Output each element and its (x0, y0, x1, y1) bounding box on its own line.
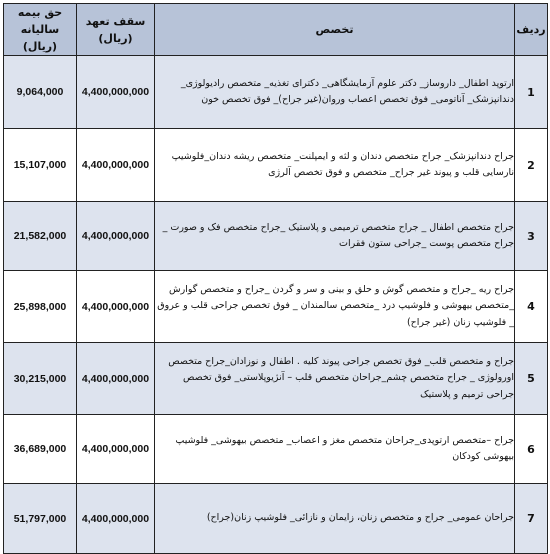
row-index: 2 (515, 129, 548, 202)
table-row (4, 202, 548, 271)
table-row (4, 415, 548, 484)
header-premium-title: حق بیمه سالیانه (17, 6, 63, 36)
table-row (4, 343, 548, 415)
row-annual-premium: 36,689,000 (4, 415, 77, 484)
row-index: 4 (515, 271, 548, 343)
row-annual-premium: 30,215,000 (4, 343, 77, 415)
row-specialty: جراح ریه _جراح و متخصص گوش و حلق و بینی و سر و گردن _جراح و متخصص گوارش _متخصص بیهوشی و فلوشیپ درد _متخصص سالمندان _ فوق تخصص جراحی قلب و عروق _ فلوشیپ زنان (غیر جراح) (155, 271, 515, 343)
row-coverage-cap: 4,400,000,000 (77, 484, 155, 554)
row-coverage-cap: 4,400,000,000 (77, 202, 155, 271)
row-index: 5 (515, 343, 548, 415)
row-coverage-cap: 4,400,000,000 (77, 56, 155, 129)
row-index: 6 (515, 415, 548, 484)
header-coverage-cap (77, 4, 155, 56)
row-specialty: جراح –متخصص ارتوپدی_جراحان متخصص مغز و اعصاب_ متخصص بیهوشی_ فلوشیپ بیهوشی کودکان (155, 415, 515, 484)
row-index: 1 (515, 56, 548, 129)
row-annual-premium: 25,898,000 (4, 271, 77, 343)
row-annual-premium: 15,107,000 (4, 129, 77, 202)
row-annual-premium: 21,582,000 (4, 202, 77, 271)
row-coverage-cap: 4,400,000,000 (77, 343, 155, 415)
table-row (4, 56, 548, 129)
header-cap-title: سقف تعهد (85, 14, 146, 28)
table-row (4, 484, 548, 554)
header-specialty: تخصص (155, 4, 515, 56)
header-row-no: ردیف (515, 4, 548, 56)
row-coverage-cap: 4,400,000,000 (77, 129, 155, 202)
row-specialty: جراح دندانپزشک_ جراح متخصص دندان و لثه و ایمپلنت_ متخصص ریشه دندان_فلوشیپ نارسایی قلب و پیوند غیر جراح_ متخصص و فوق تخصص آلرژی (155, 129, 515, 202)
table-row (4, 271, 548, 343)
row-coverage-cap: 4,400,000,000 (77, 415, 155, 484)
table-row (4, 129, 548, 202)
row-specialty: ارتوپد اطفال_ داروساز_ دکتر علوم آزمایشگاهی_ دکترای تغذیه_ متخصص رادیولوژی_ دندانپزشک_ آناتومی_ فوق تخصص اعصاب وروان(غیر جراح)_ فوق تخصص خون (155, 56, 515, 129)
header-annual-premium (4, 4, 77, 56)
row-index: 7 (515, 484, 548, 554)
row-specialty: جراحان عمومی_ جراح و متخصص زنان، زایمان و نازائی_ فلوشیپ زنان(جراح) (155, 484, 515, 554)
row-annual-premium: 9,064,000 (4, 56, 77, 129)
row-specialty: جراح متخصص اطفال _ جراح متخصص ترمیمی و پلاستیک _جراح متخصص فک و صورت _ جراح متخصص پوست _جراحی ستون فقرات (155, 202, 515, 271)
row-coverage-cap: 4,400,000,000 (77, 271, 155, 343)
row-index: 3 (515, 202, 548, 271)
row-specialty: جراح و متخصص قلب_ فوق تخصص جراحی پیوند کلیه . اطفال و نوزادان_جراح متخصص اورولوژی _ جراح متخصص چشم_جراحان متخصص قلب – آنژیوپلاستی_ فوق تخصص جراحی ترمیم و پلاستیک (155, 343, 515, 415)
table-header-row (4, 4, 548, 56)
header-cap-unit: (ریال) (98, 31, 133, 45)
header-premium-unit: (ریال) (22, 40, 58, 53)
insurance-premium-table (3, 3, 548, 554)
row-annual-premium: 51,797,000 (4, 484, 77, 554)
